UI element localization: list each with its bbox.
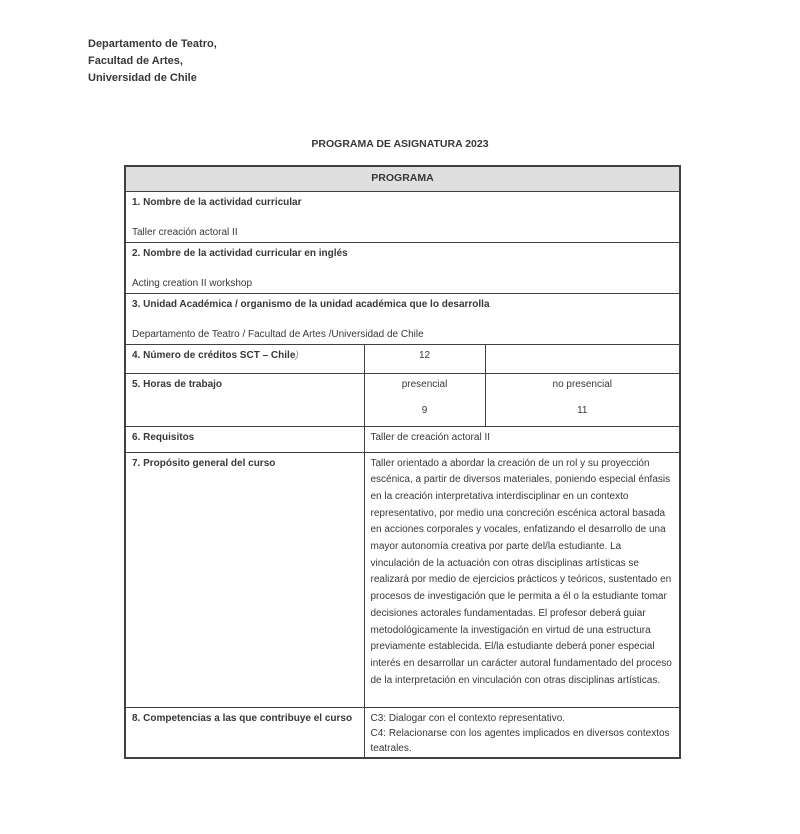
row-1-label: 1. Nombre de la actividad curricular — [132, 196, 302, 208]
row-1-value: Taller creación actoral II — [132, 226, 238, 238]
row-6-value: Taller de creación actoral II — [364, 426, 680, 452]
row-unidad-academica — [125, 293, 680, 344]
row-4-label-suffix: ) — [295, 349, 299, 361]
table-header-cell: PROGRAMA — [125, 166, 680, 191]
programa-table — [124, 165, 681, 759]
row-8-competencia-c4: C4: Relacionarse con los agentes implicados en diversos contextos teatrales. — [370, 727, 670, 755]
row-5-label: 5. Horas de trabajo — [132, 378, 223, 390]
row-horas-trabajo — [125, 373, 680, 426]
row-7-value: Taller orientado a abordar la creación de un rol y su proyección escénica, a partir de diversos materiales, poniendo especial énfasis en la creación interpretativa interdisciplinar en un contexto representativo, por medio una concreción escénica actoral basada en acciones corporales y vocales, enfatizando el desarrollo de una mayor autonomía creativa por parte del/la estudiante. La vinculación de la actuación con otras disciplinas artísticas se realizará por medio de ejercicios prácticos y teóricos, sustentado en procesos de investigación que le permita a él o la estudiante tomar decisiones actorales fundamentadas. El profesor deberá guiar metodológicamente la investigación en virtud de una estructura previamente establecida. El/la estudiante deberá poner especial interés en desarrollar un carácter autoral fundamentado del proceso de la interpretación en vinculación con otras disciplinas artísticas. — [364, 452, 680, 707]
document-title: PROGRAMA DE ASIGNATURA 2023 — [311, 138, 489, 150]
row-2-value: Acting creation II workshop — [132, 277, 253, 289]
row-requisitos — [125, 426, 680, 452]
row-nombre-curricular — [125, 191, 680, 242]
row-3-label: 3. Unidad Académica / organismo de la unidad académica que lo desarrolla — [132, 298, 490, 310]
row-proposito-general — [125, 452, 680, 707]
table-header-row — [125, 166, 680, 191]
row-3-value: Departamento de Teatro / Facultad de Artes /Universidad de Chile — [132, 328, 424, 340]
row-4-label: 4. Número de créditos SCT – Chile — [132, 349, 296, 361]
row-creditos — [125, 344, 680, 373]
row-4-credits-value: 12 — [364, 344, 485, 373]
row-8-competencia-c3: C3: Dialogar con el contexto representativo. — [370, 712, 566, 724]
row-2-label: 2. Nombre de la actividad curricular en inglés — [132, 247, 348, 259]
letterhead-line-department: Departamento de Teatro, — [88, 38, 217, 50]
row-7-label: 7. Propósito general del curso — [132, 457, 276, 469]
row-nombre-ingles — [125, 242, 680, 293]
row-4-empty-cell — [485, 344, 680, 373]
row-5-presencial-value: 9 — [421, 404, 428, 416]
letterhead — [88, 36, 217, 87]
row-5-no-presencial-header: no presencial — [552, 378, 612, 390]
letterhead-line-university: Universidad de Chile — [88, 72, 197, 84]
row-8-label: 8. Competencias a las que contribuye el curso — [132, 712, 353, 724]
row-5-no-presencial-value: 11 — [577, 404, 588, 416]
letterhead-line-faculty: Facultad de Artes, — [88, 55, 183, 67]
row-5-presencial-header: presencial — [401, 378, 448, 390]
row-6-label: 6. Requisitos — [132, 431, 195, 443]
row-competencias — [125, 707, 680, 758]
